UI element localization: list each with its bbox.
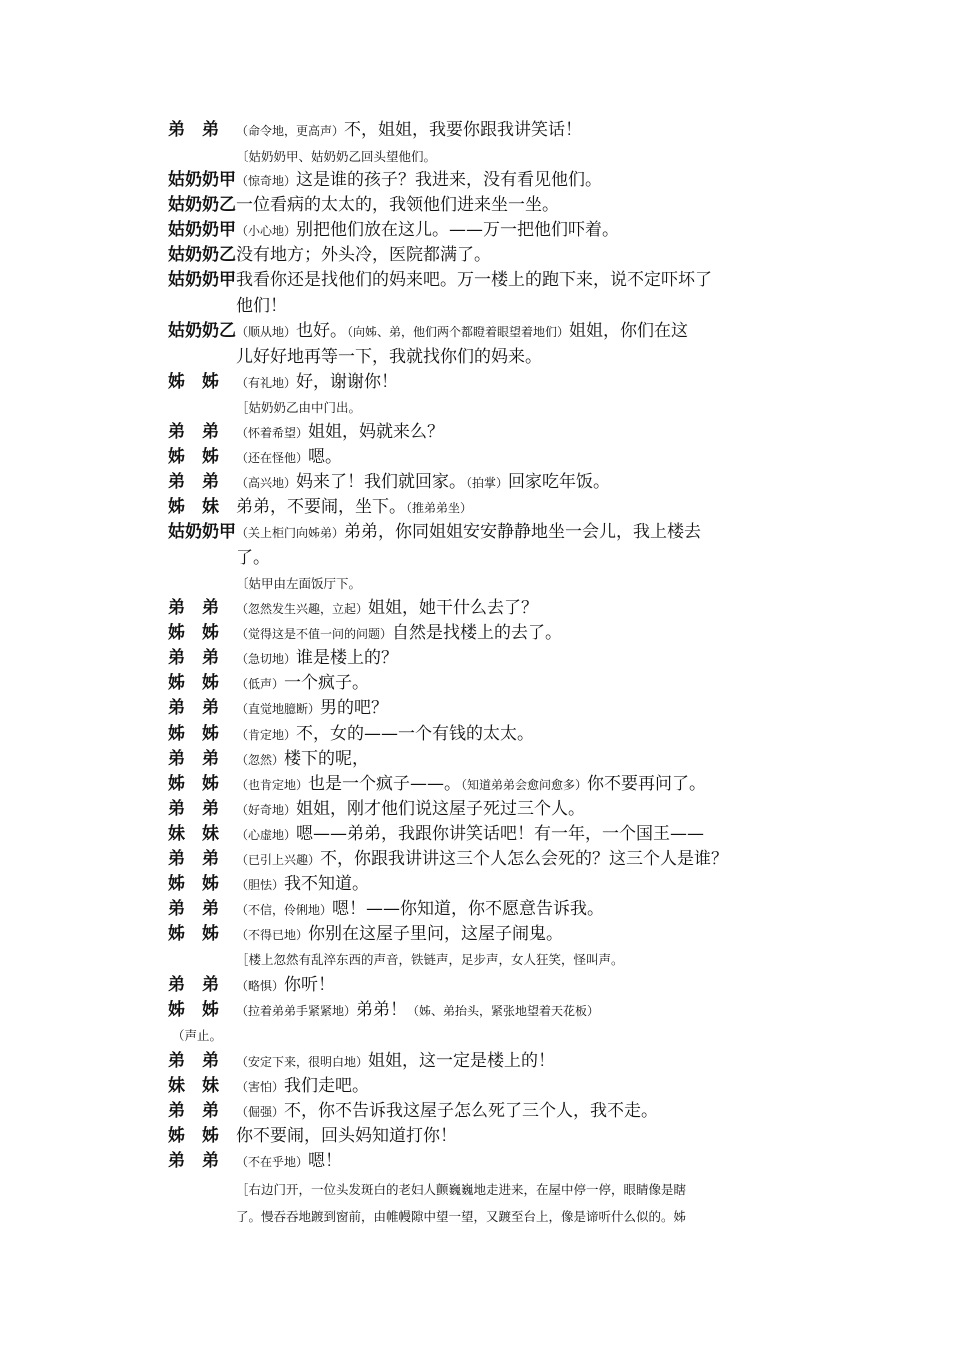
line-body bbox=[236, 272, 712, 289]
stage-direction: （好奇地） bbox=[236, 803, 297, 817]
stage-direction: （命令地，更高声） bbox=[236, 124, 345, 138]
stage-direction: （姊、弟抬头，紧张地望着天花板） bbox=[407, 1004, 600, 1018]
dialogue-line bbox=[0, 247, 953, 267]
dialogue-line bbox=[0, 650, 953, 670]
stage-direction: （拉着弟弟手紧紧地） bbox=[236, 1004, 357, 1018]
stage-note: ［姑奶奶乙由中门出。 bbox=[236, 400, 362, 415]
speaker-name: 弟 弟 bbox=[168, 120, 219, 140]
dialogue-text: 自然是找楼上的去了。 bbox=[392, 623, 563, 643]
stage-note: 了。慢吞吞地踱到窗前，由帷幔隙中望一望，又踱至台上，像是谛听什么似的。姊 bbox=[236, 1209, 687, 1224]
stage-direction: （高兴地） bbox=[236, 476, 297, 490]
line-body bbox=[236, 876, 369, 893]
dialogue-line bbox=[0, 1153, 953, 1173]
stage-note: ［楼上忽然有乱淬东西的声音，铁链声，足步声，女人狂笑，怪叫声。 bbox=[236, 952, 624, 967]
line-body bbox=[236, 1002, 599, 1019]
stage-direction: （还在怪他） bbox=[236, 451, 309, 465]
dialogue-line bbox=[0, 424, 953, 444]
stage-direction: （安定下来，很明白地） bbox=[236, 1055, 369, 1069]
speaker-name: 姑奶奶甲 bbox=[168, 522, 236, 542]
dialogue-text: 不，姐姐，我要你跟我讲笑话！ bbox=[344, 120, 583, 140]
dialogue-line bbox=[0, 474, 953, 494]
dialogue-line bbox=[0, 172, 953, 192]
dialogue-text: 嗯——弟弟，我跟你讲笑话吧！有一年，一个国王—— bbox=[296, 824, 705, 844]
dialogue-line bbox=[0, 977, 953, 997]
dialogue-text: 弟弟，你同姐姐安安静静地坐一会儿，我上楼去 bbox=[344, 522, 702, 542]
dialogue-line bbox=[0, 926, 953, 946]
dialogue-line bbox=[0, 776, 953, 796]
stage-direction: （低声） bbox=[236, 677, 285, 691]
stage-direction: （倔强） bbox=[236, 1105, 285, 1119]
line-body bbox=[236, 1128, 457, 1145]
speaker-name: 姊 姊 bbox=[168, 372, 219, 392]
speaker-name: 妹 妹 bbox=[168, 824, 219, 844]
line-body bbox=[236, 1153, 342, 1170]
dialogue-line bbox=[0, 524, 953, 544]
stage-note: 〔姑奶奶甲、姑奶奶乙回头望他们。 bbox=[236, 149, 437, 164]
dialogue-text: 不，你跟我讲讲这三个人怎么会死的？这三个人是谁？ bbox=[320, 849, 729, 869]
dialogue-text: 男的吧？ bbox=[320, 698, 389, 718]
dialogue-text: 姐姐，你们在这 bbox=[569, 321, 689, 341]
dialogue-text: 我不知道。 bbox=[284, 874, 370, 894]
dialogue-text: 妈来了！我们就回家。 bbox=[296, 472, 467, 492]
speaker-name: 姑奶奶甲 bbox=[168, 220, 236, 240]
speaker-name: 弟 弟 bbox=[168, 899, 219, 919]
speaker-name: 姑奶奶甲 bbox=[168, 270, 236, 290]
dialogue-text: 不，女的——一个有钱的太太。 bbox=[296, 724, 535, 744]
dialogue-text: 这是谁的孩子？我进来，没有看见他们。 bbox=[296, 170, 603, 190]
line-body bbox=[236, 700, 388, 717]
line-body bbox=[236, 801, 585, 818]
speaker-name: 弟 弟 bbox=[168, 1101, 219, 1121]
dialogue-text: 谁是楼上的？ bbox=[296, 648, 399, 668]
stage-direction: （胆怯） bbox=[236, 878, 285, 892]
speaker-name: 姊 姊 bbox=[168, 447, 219, 467]
stage-direction: （拍掌） bbox=[466, 476, 509, 490]
speaker-name: 姊 姊 bbox=[168, 774, 219, 794]
line-body bbox=[236, 600, 538, 617]
line-body bbox=[236, 901, 604, 918]
speaker-name: 姊 姊 bbox=[168, 1126, 219, 1146]
dialogue-text: 你不要再问了。 bbox=[587, 774, 707, 794]
dialogue-line bbox=[0, 751, 953, 771]
stage-direction: （已引上兴趣） bbox=[236, 853, 321, 867]
line-body bbox=[236, 675, 369, 692]
dialogue-text: 一位看病的太太的，我领他们进来坐一坐。 bbox=[236, 195, 559, 215]
dialogue-text: 嗯！——你知道，你不愿意告诉我。 bbox=[332, 899, 605, 919]
dialogue-text: 姐姐，这一定是楼上的！ bbox=[368, 1051, 556, 1071]
dialogue-line bbox=[0, 826, 953, 846]
stage-direction: （直觉地臆断） bbox=[236, 702, 321, 716]
line-body bbox=[236, 650, 398, 667]
dialogue-text: 姐姐，刚才他们说这屋子死过三个人。 bbox=[296, 799, 586, 819]
dialogue-line bbox=[0, 600, 953, 620]
speaker-name: 弟 弟 bbox=[168, 849, 219, 869]
dialogue-text: 你不要闹，回头妈知道打你！ bbox=[236, 1126, 457, 1146]
dialogue-line bbox=[0, 1053, 953, 1073]
dialogue-line bbox=[0, 323, 953, 343]
line-body bbox=[236, 222, 619, 239]
dialogue-line bbox=[0, 1002, 953, 1022]
dialogue-line bbox=[0, 272, 953, 292]
stage-direction: （觉得这是不值一问的问题） bbox=[236, 627, 393, 641]
line-body bbox=[236, 323, 688, 340]
line-body bbox=[236, 851, 728, 868]
speaker-name: 弟 弟 bbox=[168, 648, 219, 668]
speaker-name: 姊 妹 bbox=[168, 497, 219, 517]
line-body bbox=[236, 374, 398, 391]
dialogue-text: 姐姐，她干什么去了？ bbox=[368, 598, 539, 618]
dialogue-line bbox=[0, 197, 953, 217]
dialogue-text: 回家吃年饭。 bbox=[508, 472, 611, 492]
stage-direction: （关上柜门向姊弟） bbox=[236, 526, 345, 540]
dialogue-line bbox=[0, 1103, 953, 1123]
dialogue-line bbox=[0, 801, 953, 821]
line-body bbox=[236, 247, 491, 264]
dialogue-text: 我们走吧。 bbox=[284, 1076, 370, 1096]
speaker-name: 姊 姊 bbox=[168, 874, 219, 894]
line-body bbox=[236, 197, 559, 214]
dialogue-text: 我看你还是找他们的妈来吧。万一楼上的跑下来，说不定吓坏了 bbox=[236, 270, 712, 290]
speaker-name: 弟 弟 bbox=[168, 598, 219, 618]
dialogue-text: 也好。 bbox=[296, 321, 348, 341]
stage-direction: （向姊、弟，他们两个都瞪着眼望着地们） bbox=[347, 325, 570, 339]
dialogue-line bbox=[0, 374, 953, 394]
stage-direction: （怀着希望） bbox=[236, 426, 309, 440]
line-body bbox=[236, 1103, 658, 1120]
line-body bbox=[236, 449, 342, 466]
stage-note: （声止。 bbox=[172, 1028, 223, 1043]
speaker-name: 弟 弟 bbox=[168, 698, 219, 718]
dialogue-text: 弟弟，不要闹，坐下。 bbox=[236, 497, 406, 517]
stage-direction: （肯定地） bbox=[236, 728, 297, 742]
stage-direction: （急切地） bbox=[236, 652, 297, 666]
line-body bbox=[236, 751, 369, 768]
stage-direction: （小心地） bbox=[236, 224, 297, 238]
stage-direction: （忽然） bbox=[236, 753, 285, 767]
line-body bbox=[236, 625, 562, 642]
speaker-name: 姊 姊 bbox=[168, 724, 219, 744]
dialogue-text: 好，谢谢你！ bbox=[296, 372, 399, 392]
speaker-name: 姊 姊 bbox=[168, 924, 219, 944]
stage-direction: （害怕） bbox=[236, 1080, 285, 1094]
dialogue-text: 没有地方；外头冷，医院都满了。 bbox=[236, 245, 491, 265]
dialogue-text: 也是一个疯子——。 bbox=[308, 774, 462, 794]
speaker-name: 弟 弟 bbox=[168, 472, 219, 492]
dialogue-line bbox=[0, 851, 953, 871]
dialogue-line bbox=[0, 1078, 953, 1098]
line-body bbox=[236, 172, 602, 189]
line-body bbox=[236, 1053, 555, 1070]
stage-note: ［右边门开，一位头发斑白的老妇人颤巍巍地走进来，在屋中停一停，眼睛像是瞎 bbox=[236, 1182, 687, 1197]
stage-direction: （推弟弟坐） bbox=[406, 501, 473, 515]
stage-direction: （不在乎地） bbox=[236, 1155, 309, 1169]
dialogue-continuation: 了。 bbox=[236, 548, 270, 568]
speaker-name: 姑奶奶乙 bbox=[168, 195, 236, 215]
dialogue-line bbox=[0, 675, 953, 695]
dialogue-text: 嗯。 bbox=[308, 447, 343, 467]
dialogue-text: 一个疯子。 bbox=[284, 673, 370, 693]
line-body bbox=[236, 424, 444, 441]
dialogue-line bbox=[0, 449, 953, 469]
speaker-name: 妹 妹 bbox=[168, 1076, 219, 1096]
stage-direction: （心虚地） bbox=[236, 828, 297, 842]
dialogue-line bbox=[0, 1128, 953, 1148]
dialogue-continuation: 儿好好地再等一下，我就找你们的妈来。 bbox=[236, 347, 542, 367]
dialogue-continuation: 他们！ bbox=[236, 296, 287, 316]
stage-direction: （有礼地） bbox=[236, 376, 297, 390]
speaker-name: 弟 弟 bbox=[168, 422, 219, 442]
line-body bbox=[236, 826, 704, 843]
dialogue-text: 你听！ bbox=[284, 975, 336, 995]
dialogue-text: 别把他们放在这儿。——万一把他们吓着。 bbox=[296, 220, 620, 240]
speaker-name: 弟 弟 bbox=[168, 975, 219, 995]
line-body bbox=[236, 977, 335, 994]
speaker-name: 弟 弟 bbox=[168, 1051, 219, 1071]
stage-direction: （也肯定地） bbox=[236, 778, 309, 792]
line-body bbox=[236, 499, 472, 516]
line-body bbox=[236, 1078, 369, 1095]
stage-note: 〔姑甲由左面饭厅下。 bbox=[236, 576, 362, 591]
stage-direction: （知道弟弟会愈问愈多） bbox=[461, 778, 588, 792]
stage-direction: （忽然发生兴趣，立起） bbox=[236, 602, 369, 616]
dialogue-line bbox=[0, 726, 953, 746]
dialogue-line bbox=[0, 222, 953, 242]
speaker-name: 姑奶奶乙 bbox=[168, 245, 236, 265]
speaker-name: 弟 弟 bbox=[168, 1151, 219, 1171]
dialogue-text: 弟弟！ bbox=[356, 1000, 408, 1020]
speaker-name: 弟 弟 bbox=[168, 799, 219, 819]
stage-direction: （不得已地） bbox=[236, 928, 309, 942]
speaker-name: 姊 姊 bbox=[168, 623, 219, 643]
speaker-name: 姊 姊 bbox=[168, 1000, 219, 1020]
stage-direction: （不信，伶俐地） bbox=[236, 903, 333, 917]
dialogue-text: 楼下的呢， bbox=[284, 749, 370, 769]
stage-direction: （顺从地） bbox=[236, 325, 297, 339]
dialogue-line bbox=[0, 625, 953, 645]
dialogue-text: 你别在这屋子里问，这屋子闹鬼。 bbox=[308, 924, 564, 944]
dialogue-line bbox=[0, 122, 953, 142]
stage-direction: （略惧） bbox=[236, 979, 285, 993]
line-body bbox=[236, 524, 701, 541]
dialogue-text: 嗯！ bbox=[308, 1151, 343, 1171]
dialogue-line bbox=[0, 901, 953, 921]
speaker-name: 姑奶奶甲 bbox=[168, 170, 236, 190]
dialogue-line bbox=[0, 876, 953, 896]
speaker-name: 姑奶奶乙 bbox=[168, 321, 236, 341]
speaker-name: 弟 弟 bbox=[168, 749, 219, 769]
line-body bbox=[236, 726, 534, 743]
line-body bbox=[236, 122, 582, 139]
dialogue-line bbox=[0, 700, 953, 720]
speaker-name: 姊 姊 bbox=[168, 673, 219, 693]
stage-direction: （惊奇地） bbox=[236, 174, 297, 188]
dialogue-text: 姐姐，妈就来么？ bbox=[308, 422, 445, 442]
line-body bbox=[236, 776, 706, 793]
line-body bbox=[236, 474, 610, 491]
line-body bbox=[236, 926, 563, 943]
dialogue-line bbox=[0, 499, 953, 519]
dialogue-text: 不，你不告诉我这屋子怎么死了三个人，我不走。 bbox=[284, 1101, 659, 1121]
